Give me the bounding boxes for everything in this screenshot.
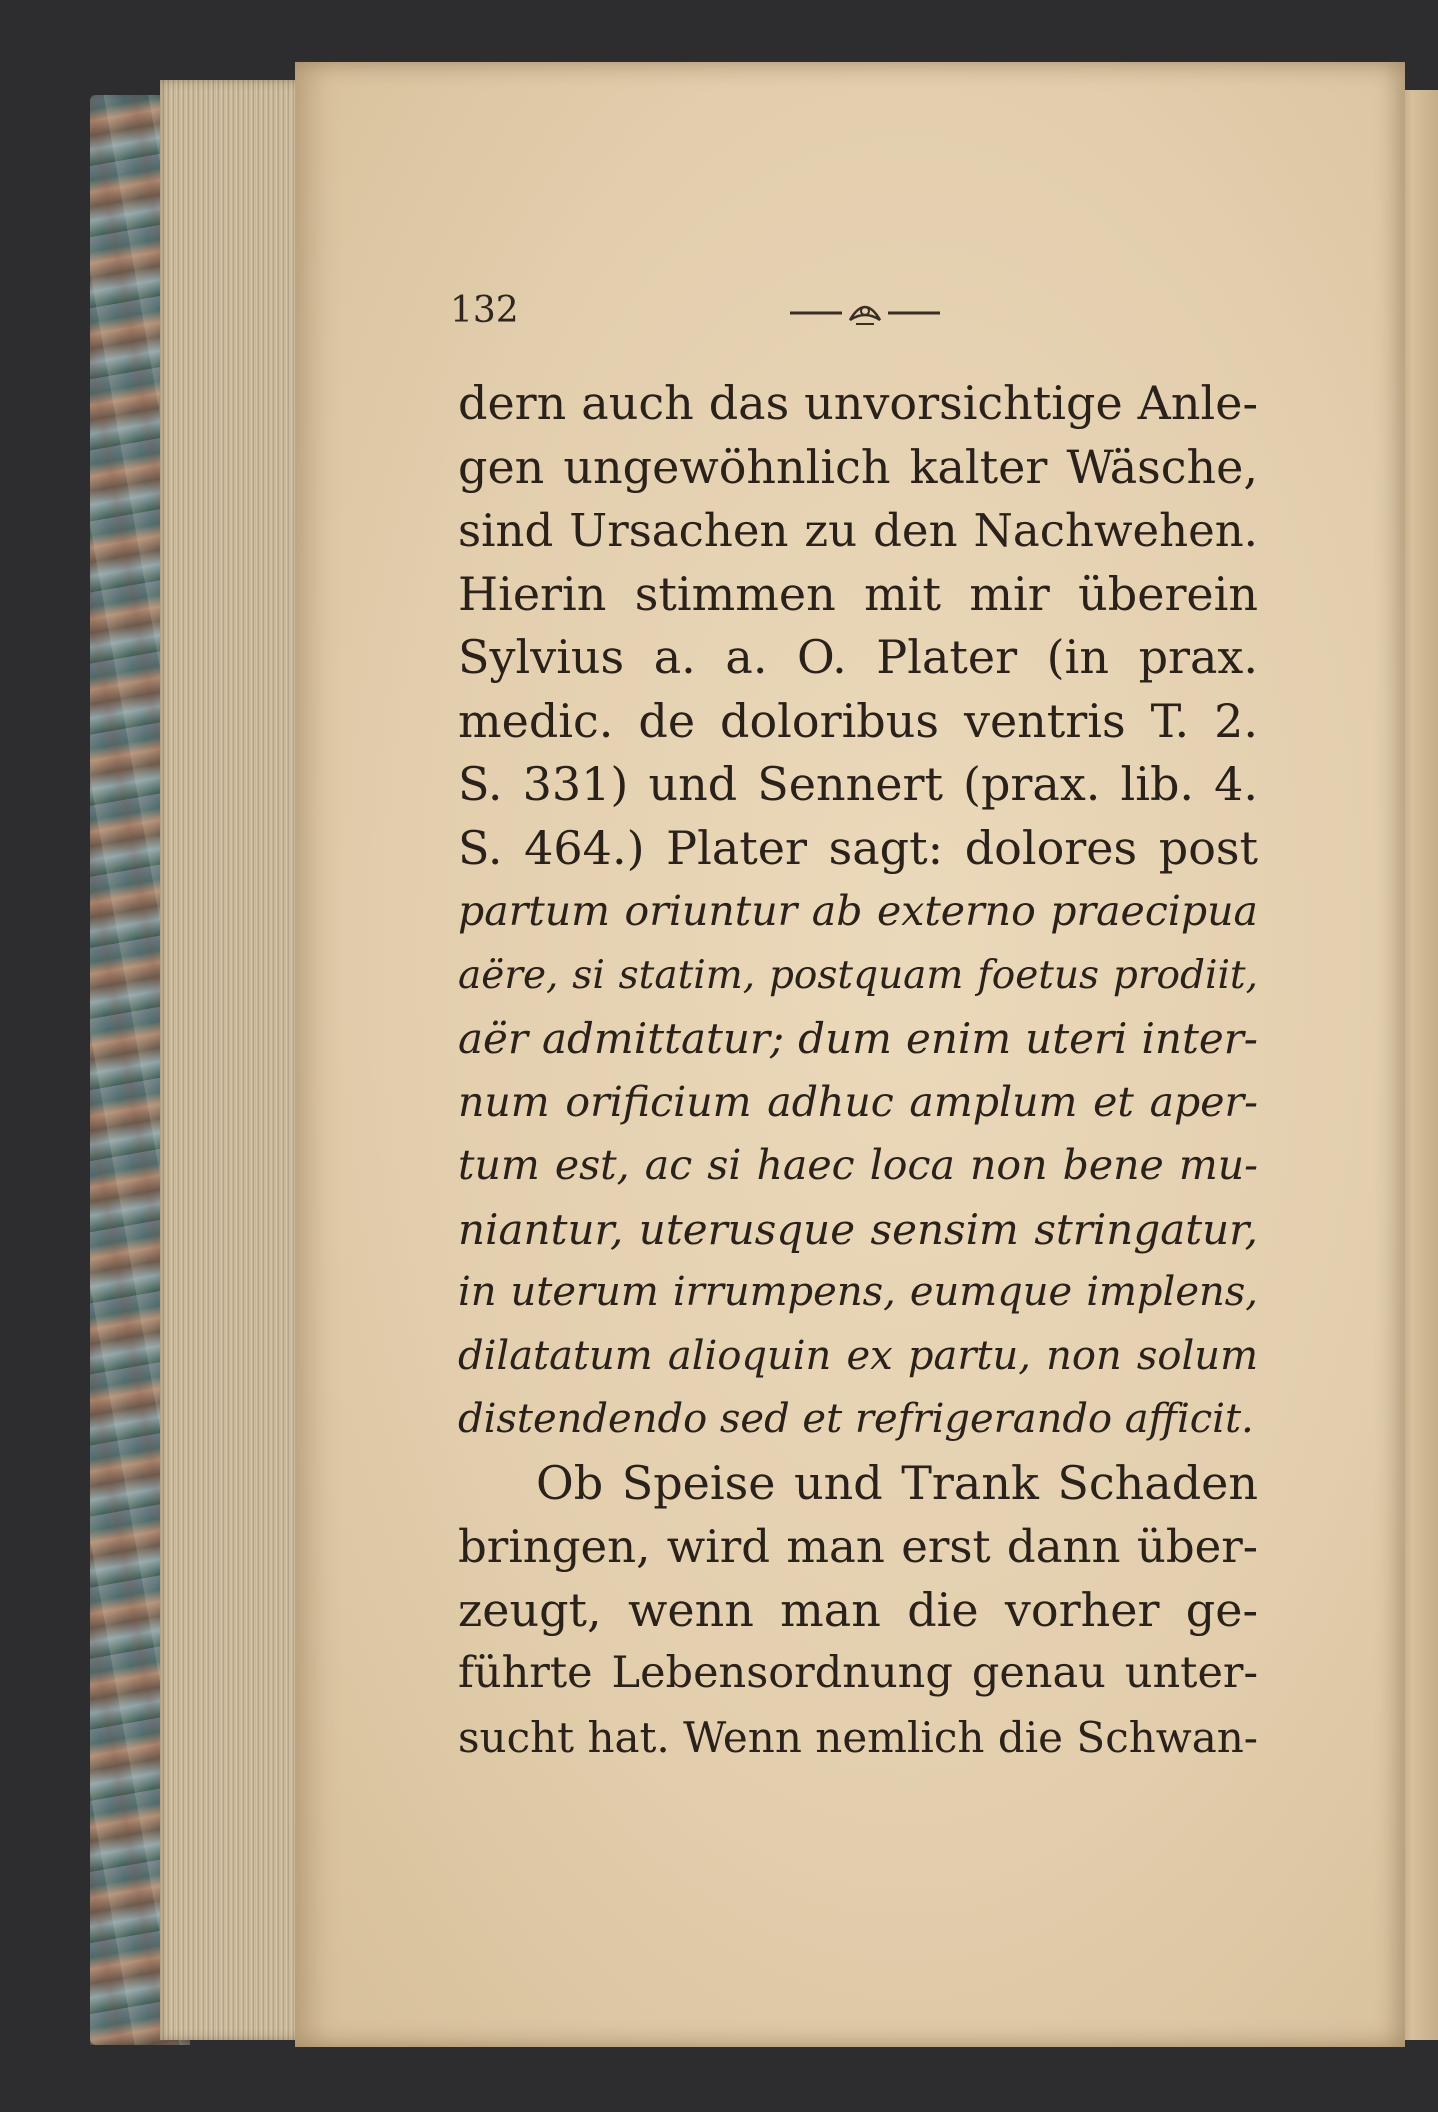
text-line: in uterum irrumpens, eumque implens, xyxy=(458,1269,1258,1315)
page-number: 132 xyxy=(450,290,519,331)
text-line: S. 464.) Plater sagt: dolores post xyxy=(458,820,1258,875)
text-line: führte Lebensordnung genau unter- xyxy=(458,1648,1258,1698)
text-line: Ob Speise und Trank Schaden xyxy=(536,1455,1258,1510)
text-line: sind Ursachen zu den Nachwehen. xyxy=(458,504,1258,557)
text-line: Hierin stimmen mit mir überein xyxy=(458,566,1258,621)
text-line: dern auch das unvorsichtige Anle- xyxy=(458,376,1258,430)
text-line: zeugt, wenn man die vorher ge- xyxy=(458,1582,1258,1637)
text-line: medic. de doloribus ventris T. 2. xyxy=(458,693,1258,748)
text-line: S. 331) und Sennert (prax. lib. 4. xyxy=(458,757,1258,811)
text-line: aër admittatur; dum enim uteri inter- xyxy=(458,1014,1258,1063)
text-line: num orificium adhuc amplum et aper- xyxy=(458,1077,1258,1126)
text-line: sucht hat. Wenn nemlich die Schwan- xyxy=(458,1712,1258,1762)
text-line: partum oriuntur ab externo praecipua xyxy=(458,887,1258,935)
text-line: niantur, uterusque sensim stringatur, xyxy=(458,1204,1258,1254)
page-text xyxy=(458,372,1258,1769)
text-line: dilatatum alioquin ex partu, non solum xyxy=(458,1332,1258,1379)
text-line: aëre, si statim, postquam foetus prodiit, xyxy=(458,952,1258,998)
text-line: bringen, wird man erst dann über- xyxy=(458,1520,1258,1573)
page-edges xyxy=(160,80,310,2040)
running-head xyxy=(450,290,1270,350)
text-line: distendendo sed et refrigerando afficit. xyxy=(458,1396,1254,1442)
text-line: Sylvius a. a. O. Plater (in prax. xyxy=(458,630,1258,684)
ornament-icon xyxy=(790,298,940,328)
text-line: tum est, ac si haec loca non bene mu- xyxy=(458,1141,1258,1189)
text-line: gen ungewöhnlich kalter Wäsche, xyxy=(458,439,1258,494)
